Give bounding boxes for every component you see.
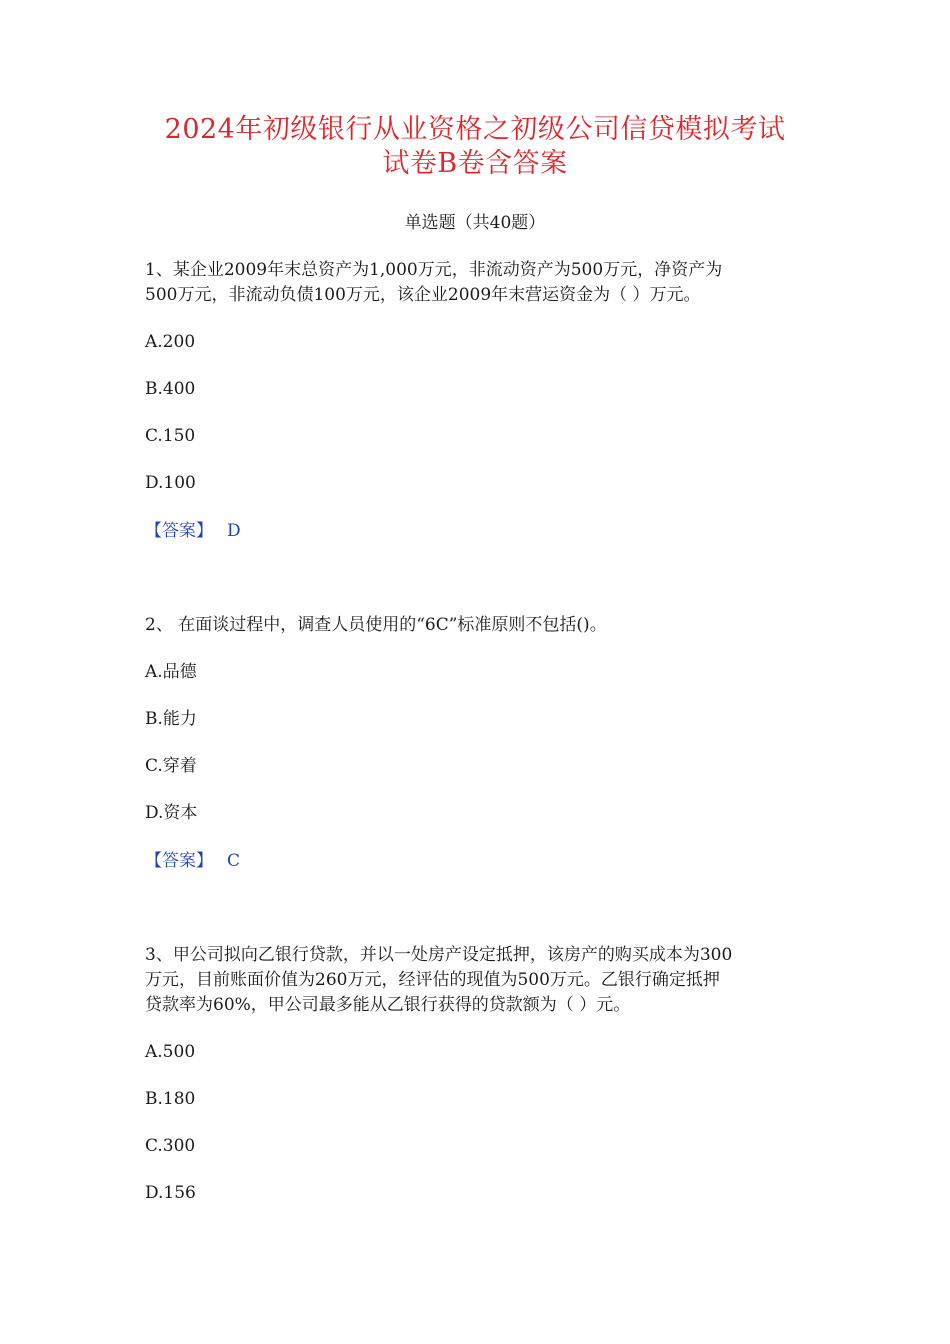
question-1-option-c: C.150 [145, 426, 196, 446]
answer-value: C [227, 851, 241, 871]
question-2-option-d: D.资本 [145, 803, 198, 823]
question-2-stem-line-1: 2、 在面谈过程中，调查人员使用的“6C”标准原则不包括()。 [145, 615, 607, 635]
question-3-stem-line-2: 万元，目前账面价值为260万元，经评估的现值为500万元。乙银行确定抵押 [145, 970, 720, 990]
question-2-answer [145, 849, 240, 873]
question-1-answer [145, 519, 241, 543]
question-3-stem-line-3: 贷款率为60%，甲公司最多能从乙银行获得的贷款额为（ ）元。 [145, 995, 631, 1015]
document-title-line-1: 2024年初级银行从业资格之初级公司信贷模拟考试 [164, 114, 786, 145]
answer-label: 【答案】 [145, 521, 213, 541]
question-3-stem-line-1: 3、甲公司拟向乙银行贷款，并以一处房产设定抵押，该房产的购买成本为300 [145, 945, 733, 965]
question-1-option-a: A.200 [145, 332, 196, 352]
question-3-option-b: B.180 [145, 1089, 196, 1109]
question-1-option-b: B.400 [145, 379, 196, 399]
question-1-stem-line-2: 500万元，非流动负债100万元，该企业2009年末营运资金为（ ）万元。 [145, 285, 701, 305]
question-2-option-c: C.穿着 [145, 756, 197, 776]
question-2-option-a: A.品德 [145, 662, 197, 682]
answer-value: D [227, 521, 241, 541]
question-3-option-d: D.156 [145, 1183, 196, 1203]
question-1-stem-line-1: 1、某企业2009年末总资产为1,000万元，非流动资产为500万元，净资产为 [145, 260, 723, 280]
question-1-option-d: D.100 [145, 473, 196, 493]
answer-label: 【答案】 [145, 851, 213, 871]
section-heading: 单选题（共40题） [404, 213, 546, 233]
question-3-option-a: A.500 [145, 1042, 196, 1062]
question-2-option-b: B.能力 [145, 709, 197, 729]
document-title-line-2: 试卷B卷含答案 [382, 148, 568, 179]
question-3-option-c: C.300 [145, 1136, 196, 1156]
